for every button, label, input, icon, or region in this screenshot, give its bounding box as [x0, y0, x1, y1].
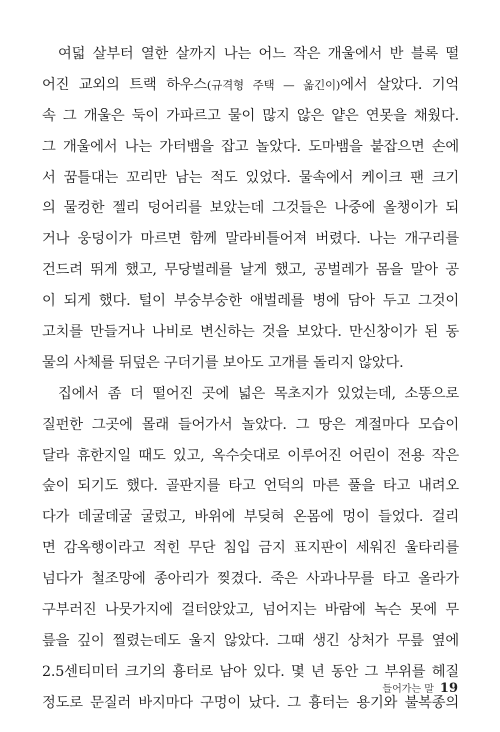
running-footer-title: 들어가는 말	[382, 684, 434, 695]
text-line: 구부러진 나뭇가지에 걸터앉았고, 넘어지는 바람에 녹슨 못에 무	[42, 602, 459, 619]
text-line: 여덟 살부터 열한 살까지 나는 어느 작은 개울에서 반 블록 떨	[58, 46, 459, 62]
text-line: 그 개울에서 나는 가터뱀을 잡고 놀았다. 도마뱀을 붙잡으면 손에	[42, 138, 459, 155]
text-line: 2.5센티미터 크기의 흉터로 남아 있다. 몇 년 동안 그 부위를 헤질	[42, 663, 459, 680]
text-line: 면 감옥행이라고 적힌 무단 침입 금지 표지판이 세워진 울타리를	[42, 540, 459, 557]
text-line: 넘다가 철조망에 종아리가 찢겼다. 죽은 사과나무를 타고 올라가	[42, 571, 459, 588]
text-line: 릎을 깊이 찔렸는데도 울지 않았다. 그때 생긴 상처가 무릎 옆에	[42, 632, 459, 649]
text-line: 속 그 개울은 둑이 가파르고 물이 많지 않은 얕은 연못을 채웠다.	[42, 107, 459, 124]
text-line: 건드려 뛰게 했고, 무당벌레를 날게 했고, 공벌레가 몸을 말아 공	[42, 262, 459, 279]
translator-note: (규격형 주택 — 옮긴이)	[206, 77, 341, 92]
body-text	[42, 39, 459, 719]
text-line: 거나 웅덩이가 마르면 함께 말라비틀어져 버렸다. 나는 개구리를	[42, 231, 459, 248]
text-line: 이 되게 했다. 털이 부숭부숭한 애벌레를 병에 담아 두고 그것이	[42, 293, 459, 310]
text-line: 다가 데굴데굴 굴렀고, 바위에 부딪혀 온몸에 멍이 들었다. 걸리	[42, 509, 459, 526]
text-line: 숲이 되기도 했다. 골판지를 타고 언덕의 마른 풀을 타고 내려오	[42, 478, 459, 495]
text-line	[42, 70, 459, 101]
text-line: 서 꿈틀대는 꼬리만 남는 적도 있었다. 물속에서 케이크 팬 크기	[42, 169, 459, 186]
page-footer	[382, 680, 458, 696]
page-number: 19	[439, 681, 458, 696]
text-line: 물의 사체를 뒤덮은 구더기를 보아도 고개를 돌리지 않았다.	[42, 354, 404, 371]
text-fragment: 에서 살았다. 기억	[340, 76, 459, 93]
text-line: 정도로 문질러 바지마다 구멍이 났다. 그 흉터는 용기와 불복종의	[42, 694, 459, 711]
text-line: 달라 휴한지일 때도 있고, 옥수숫대로 이루어진 어린이 전용 작은	[42, 447, 459, 464]
text-line: 질펀한 그곳에 몰래 들어가서 놀았다. 그 땅은 계절마다 모습이	[42, 416, 459, 433]
text-line: 집에서 좀 더 떨어진 곳에 넓은 목초지가 있었는데, 소똥으로	[58, 385, 459, 402]
text-fragment: 어진 교외의 트랙 하우스	[42, 76, 207, 93]
text-line: 의 물컹한 젤리 덩어리를 보았는데 그것들은 나중에 올챙이가 되	[42, 200, 459, 217]
text-line: 고치를 만들거나 나비로 변신하는 것을 보았다. 만신창이가 된 동	[42, 324, 459, 341]
